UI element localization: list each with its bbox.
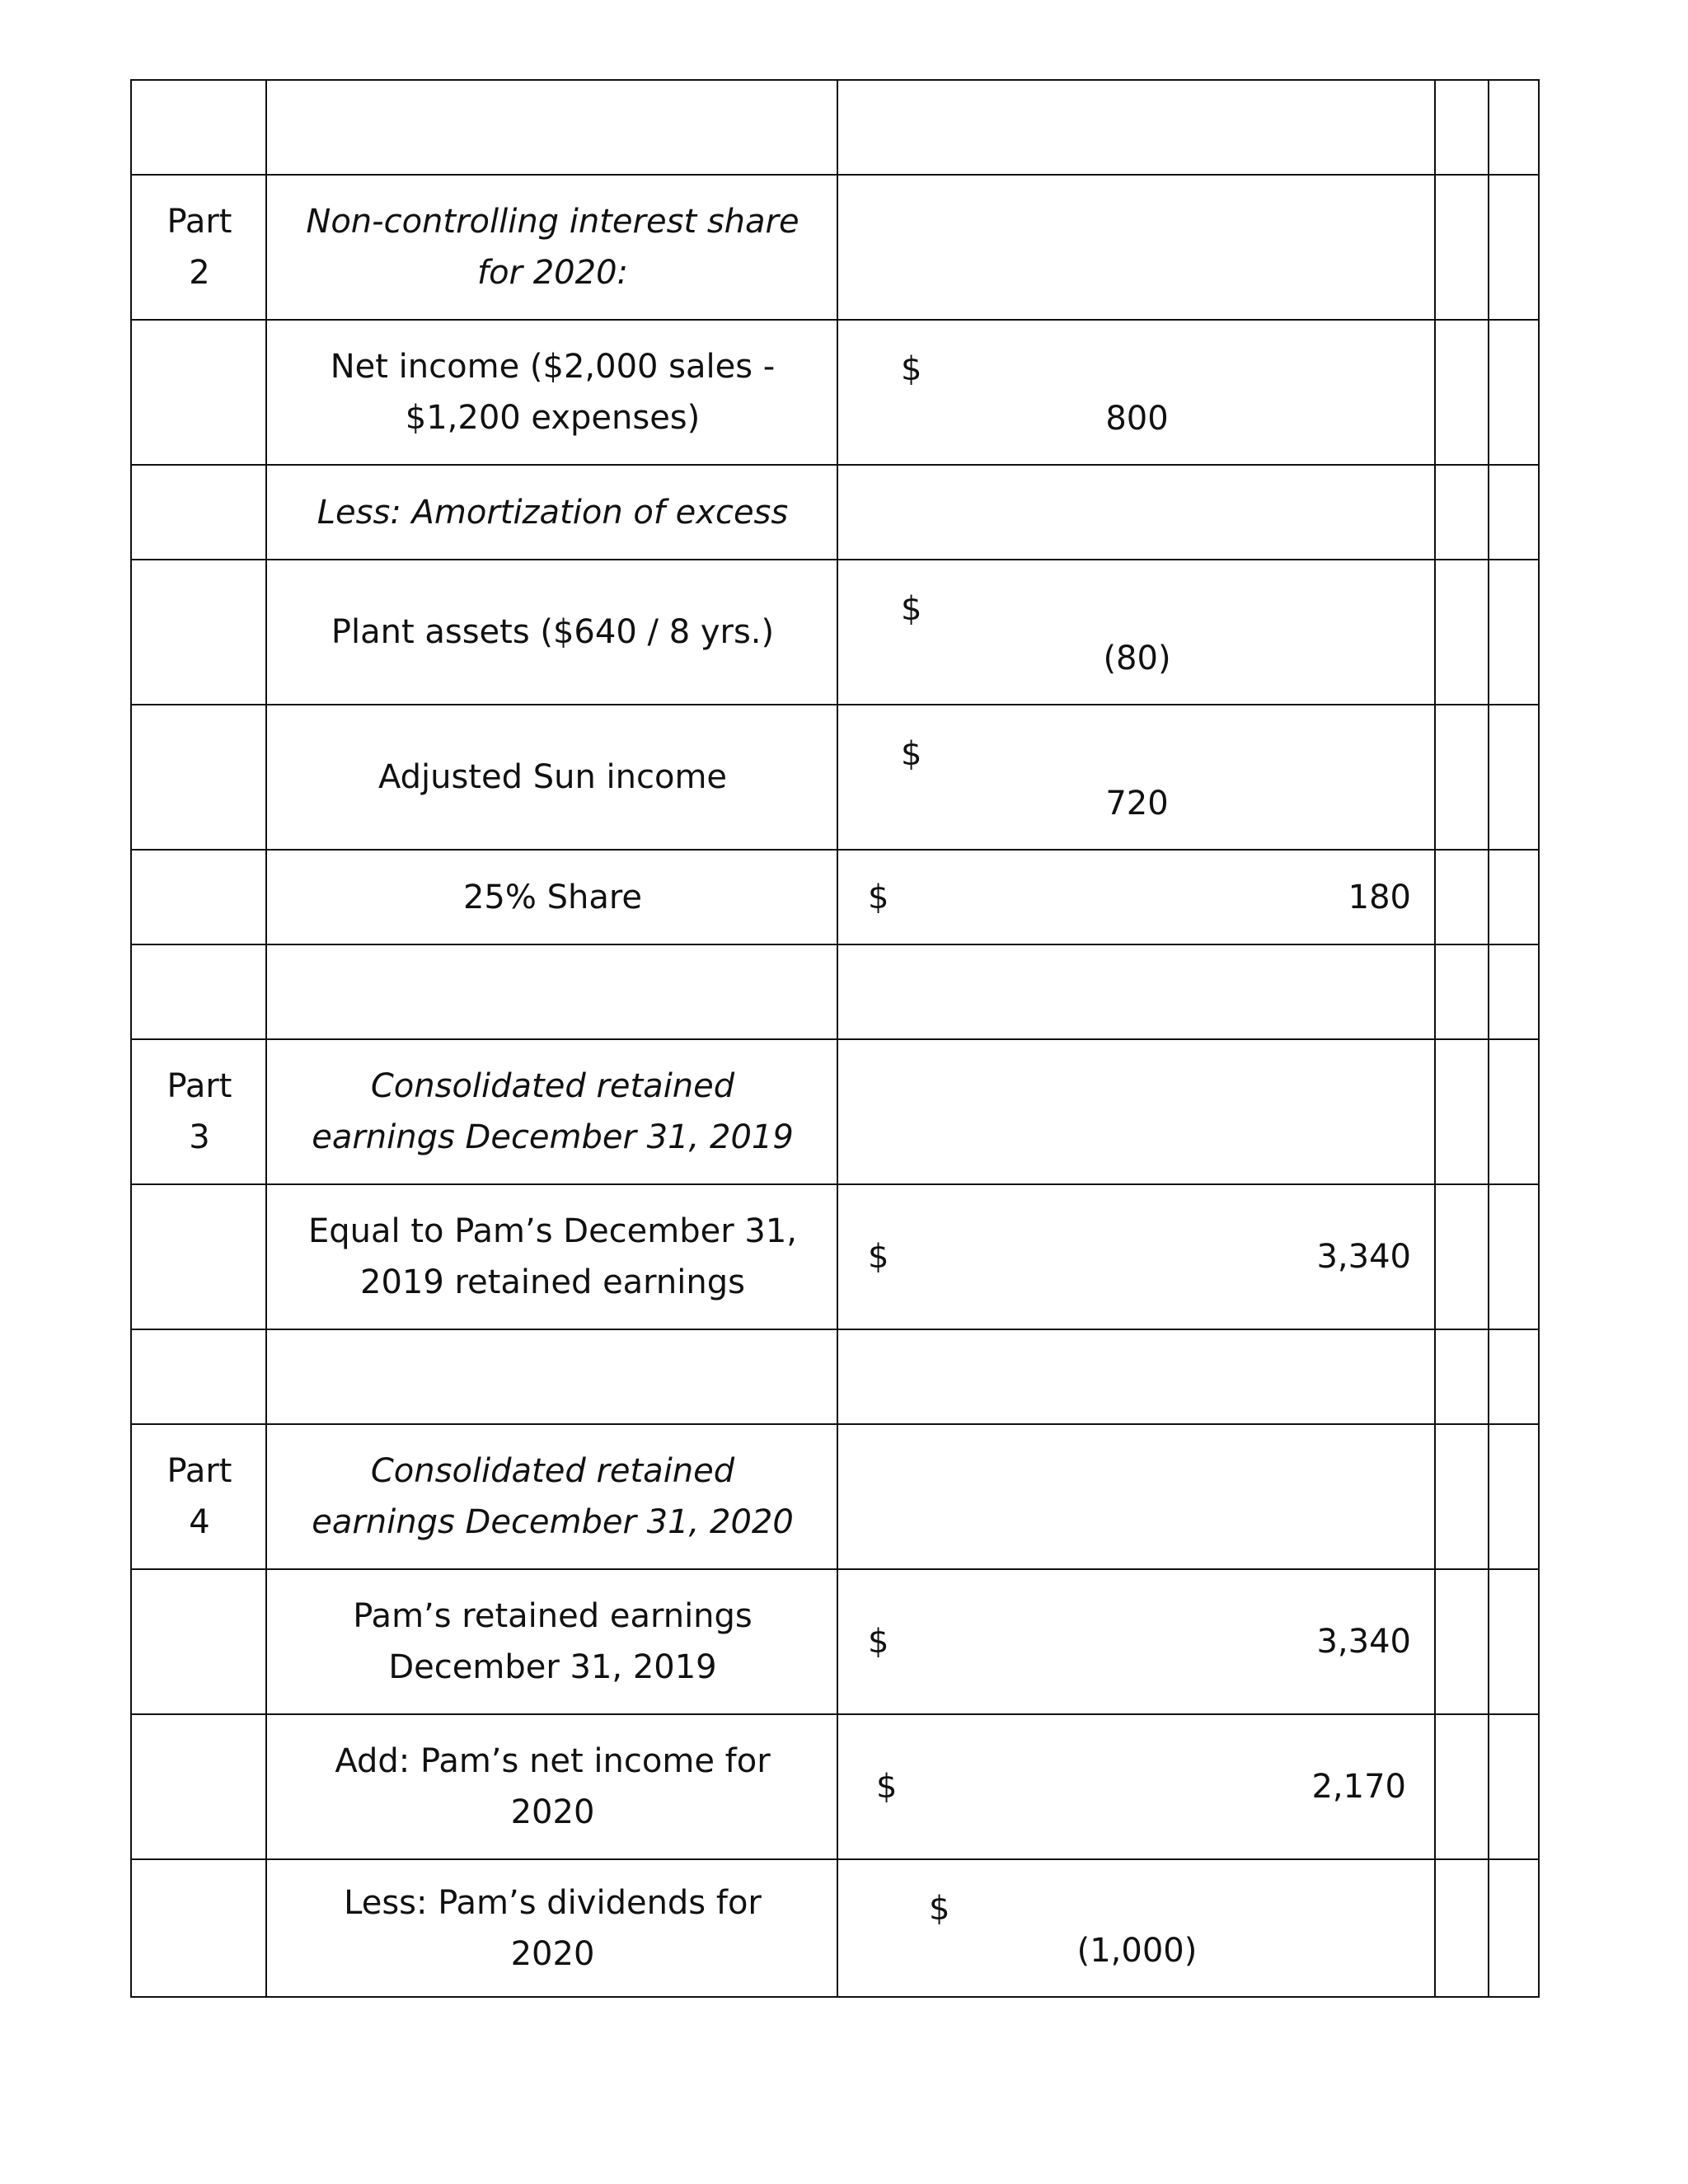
table-row [132, 176, 1538, 321]
table-row [132, 851, 1538, 945]
description-cell: Equal to Pam’s December 31, 2019 retained earnings [307, 1212, 798, 1301]
part-label: Part [166, 203, 232, 241]
amount-value: 800 [1105, 400, 1169, 438]
column-divider [1434, 81, 1436, 1996]
amount-value: 3,340 [1316, 1623, 1411, 1661]
amount-cell [838, 851, 1436, 944]
description-cell [267, 945, 838, 1038]
amount-cell [838, 1185, 1436, 1329]
amount-value: 720 [1105, 785, 1169, 823]
part-cell [132, 466, 267, 559]
part-cell [132, 1185, 267, 1329]
table-row [132, 560, 1538, 705]
description-cell: Adjusted Sun income [377, 758, 728, 796]
part-cell [132, 1425, 267, 1568]
part-cell [132, 176, 267, 319]
table-row [132, 321, 1538, 466]
table-row [132, 705, 1538, 851]
part-cell [132, 1040, 267, 1183]
worksheet-table [130, 79, 1540, 1998]
table-row [132, 1040, 1538, 1185]
section-heading: Consolidated retained earnings December 31, 2020 [312, 1452, 794, 1541]
dollar-sign: $ [901, 350, 922, 388]
part-cell [132, 1330, 267, 1423]
description-cell [267, 1330, 838, 1423]
table-row [132, 945, 1538, 1040]
part-cell [132, 1860, 267, 1996]
section-heading: Non-controlling interest share for 2020: [306, 203, 799, 292]
amount-value: 3,340 [1316, 1238, 1411, 1276]
amount-value: (1,000) [1076, 1932, 1198, 1970]
column-divider [1488, 81, 1489, 1996]
amount-cell [838, 1715, 1436, 1858]
column-divider [265, 81, 267, 1996]
part-cell [132, 705, 267, 849]
table-row [132, 1330, 1538, 1425]
part-cell [132, 945, 267, 1038]
description-cell [267, 81, 838, 174]
dollar-sign: $ [901, 590, 922, 628]
description-cell: Pam’s retained earnings December 31, 2019 [353, 1597, 753, 1686]
description-cell: Less: Amortization of excess [316, 493, 789, 532]
part-cell [132, 1715, 267, 1858]
part-cell [132, 851, 267, 944]
table-row [132, 1425, 1538, 1570]
part-label: Part [166, 1067, 232, 1105]
amount-value: 180 [1348, 878, 1411, 916]
part-number: 4 [189, 1503, 210, 1541]
part-cell [132, 1570, 267, 1713]
amount-value: 2,170 [1311, 1768, 1406, 1806]
dollar-sign: $ [868, 1238, 889, 1276]
part-cell [132, 560, 267, 704]
section-heading: Consolidated retained earnings December 31, 2019 [312, 1067, 794, 1156]
description-cell: Add: Pam’s net income for 2020 [335, 1742, 771, 1831]
amount-cell [838, 1860, 1436, 1996]
table-row [132, 1715, 1538, 1860]
amount-cell [838, 1570, 1436, 1713]
description-cell: Plant assets ($640 / 8 yrs.) [331, 613, 775, 651]
amount-cell [838, 321, 1436, 464]
part-number: 2 [189, 254, 210, 292]
table-row [132, 1860, 1538, 1998]
part-label: Part [166, 1452, 232, 1490]
amount-cell [838, 705, 1436, 849]
table-row [132, 1570, 1538, 1715]
table-row [132, 466, 1538, 560]
table-row [132, 1185, 1538, 1330]
column-divider [837, 81, 838, 1996]
part-cell [132, 321, 267, 464]
part-cell [132, 81, 267, 174]
dollar-sign: $ [876, 1768, 898, 1806]
table-row [132, 81, 1538, 176]
dollar-sign: $ [868, 878, 889, 916]
dollar-sign: $ [868, 1623, 889, 1661]
description-cell: 25% Share [462, 878, 643, 916]
amount-value: (80) [1103, 640, 1171, 677]
description-cell: Less: Pam’s dividends for 2020 [344, 1883, 762, 1973]
part-number: 3 [189, 1118, 210, 1156]
dollar-sign: $ [901, 735, 922, 773]
dollar-sign: $ [929, 1890, 950, 1928]
description-cell: Net income ($2,000 sales - $1,200 expenses) [330, 348, 776, 437]
amount-cell [838, 560, 1436, 704]
